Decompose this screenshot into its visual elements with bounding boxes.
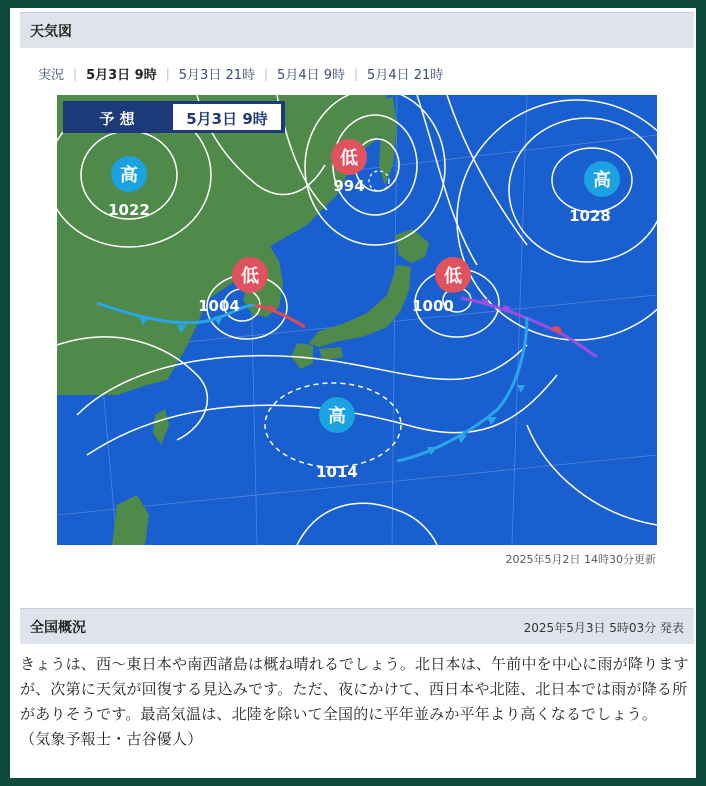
forecast-tabs bbox=[36, 64, 445, 83]
forecast-badge bbox=[63, 101, 285, 133]
tab-separator: | bbox=[165, 66, 170, 81]
weather-map bbox=[57, 95, 657, 545]
high-1022-value: 1022 bbox=[108, 201, 150, 219]
weather-map-title: 天気図 bbox=[30, 24, 72, 40]
high-1014-label: 高 bbox=[328, 406, 346, 427]
tab-may4-9[interactable]: 5月4日 9時 bbox=[277, 68, 345, 83]
tab-separator: | bbox=[264, 66, 269, 81]
high-1022-label: 高 bbox=[120, 165, 138, 186]
tab-observed[interactable]: 実況 bbox=[38, 68, 65, 83]
high-1028-label: 高 bbox=[593, 170, 611, 191]
low-1000-label: 低 bbox=[444, 266, 462, 287]
low-994-value: 994 bbox=[333, 177, 365, 195]
overview-issued: 2025年5月3日 5時03分 発表 bbox=[523, 621, 684, 635]
weather-map-svg bbox=[57, 95, 657, 545]
map-updated-time: 2025年5月2日 14時30分更新 bbox=[505, 553, 656, 566]
overview-header bbox=[20, 608, 694, 644]
weather-panel bbox=[10, 8, 696, 778]
low-994-label: 低 bbox=[340, 148, 358, 169]
low-994 bbox=[331, 139, 367, 195]
high-1014-value: 1014 bbox=[316, 463, 358, 481]
weather-map-header bbox=[20, 12, 694, 48]
low-1004-label: 低 bbox=[241, 266, 259, 287]
tab-separator: | bbox=[354, 66, 359, 81]
tab-may3-9[interactable]: 5月3日 9時 bbox=[86, 68, 157, 83]
forecast-label: 予 想 bbox=[99, 110, 135, 128]
tab-may4-21[interactable]: 5月4日 21時 bbox=[367, 68, 444, 83]
overview-title: 全国概況 bbox=[30, 620, 86, 636]
low-1000-value: 1000 bbox=[412, 297, 454, 315]
low-1004-value: 1004 bbox=[198, 297, 240, 315]
overview-text: きょうは、西～東日本や南西諸島は概ね晴れるでしょう。北日本は、午前中を中心に雨が降りますが、次第に天気が回復する見込みです。ただ、夜にかけて、西日本や北陸、北日本では雨が降る所がありそうです。最高気温は、北陸を除いて全国的に平年並みか平年より高くなるでしょう。 （気象予報士・古谷優人） bbox=[20, 655, 689, 748]
forecast-time: 5月3日 9時 bbox=[186, 110, 268, 128]
tab-may3-21[interactable]: 5月3日 21時 bbox=[178, 68, 255, 83]
tab-separator: | bbox=[73, 66, 78, 81]
high-1028-value: 1028 bbox=[569, 207, 611, 225]
